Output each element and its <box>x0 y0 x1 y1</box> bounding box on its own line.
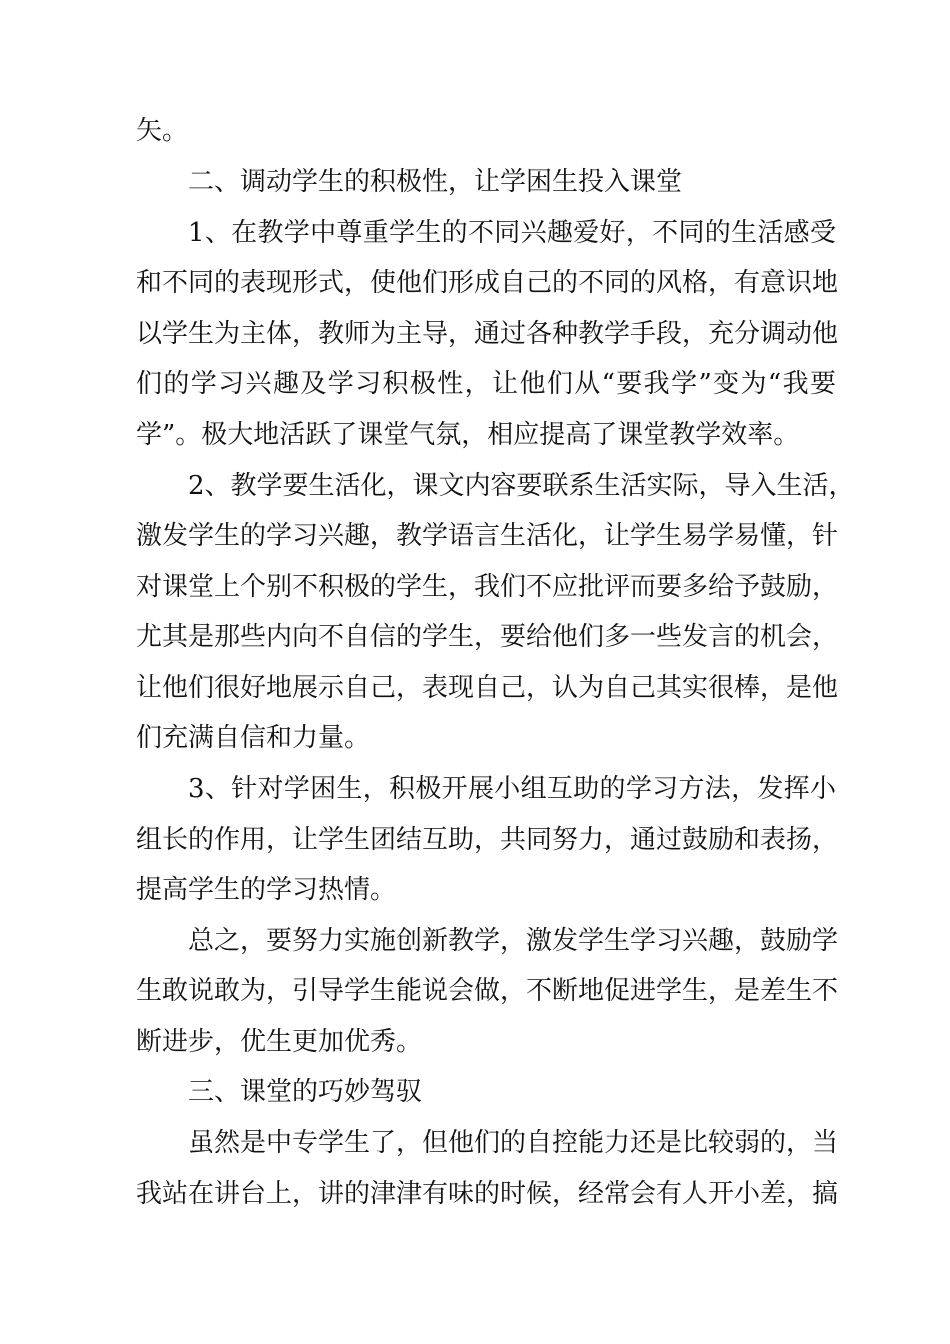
text-line-09: 激发学生的学习兴趣，教学语言生活化，让学生易学易懂，针 <box>136 521 839 551</box>
text-line-19: 断进步，优生更加优秀。 <box>136 1027 423 1057</box>
section-heading-3: 三、课堂的巧妙驾驭 <box>188 1077 423 1107</box>
text-line-10: 对课堂上个别不积极的学生，我们不应批评而要多给予鼓励， <box>136 572 839 602</box>
text-line-15: 组长的作用，让学生团结互助，共同努力，通过鼓励和表扬， <box>136 825 839 855</box>
text-line-07: 学”。极大地活跃了课堂气氛，相应提高了课堂教学效率。 <box>136 420 800 450</box>
text-line-21: 虽然是中专学生了，但他们的自控能力还是比较弱的，当 <box>188 1128 839 1158</box>
text-line-03: 1、在教学中尊重学生的不同兴趣爱好，不同的生活感受 <box>188 218 836 248</box>
section-heading-2: 二、调动学生的积极性，让学困生投入课堂 <box>188 167 683 197</box>
text-line-18: 生敢说敢为，引导学生能说会做，不断地促进学生，是差生不 <box>136 976 839 1006</box>
text-line-17: 总之，要努力实施创新教学，激发学生学习兴趣，鼓励学 <box>188 926 839 956</box>
text-line-13: 们充满自信和力量。 <box>136 723 371 753</box>
text-line-12: 让他们很好地展示自己，表现自己，认为自己其实很棒，是他 <box>136 673 839 703</box>
text-line-08: 2、教学要生活化，课文内容要联系生活实际，导入生活， <box>188 471 855 501</box>
text-line-11: 尤其是那些内向不自信的学生，要给他们多一些发言的机会， <box>136 622 839 652</box>
text-line-01: 矢。 <box>136 116 189 146</box>
text-line-22: 我站在讲台上，讲的津津有味的时候，经常会有人开小差，搞 <box>136 1179 839 1209</box>
text-line-05: 以学生为主体，教师为主导，通过各种教学手段，充分调动他 <box>136 319 839 349</box>
text-line-16: 提高学生的学习热情。 <box>136 875 397 905</box>
text-line-06: 们的学习兴趣及学习积极性，让他们从“要我学”变为“我要 <box>136 369 836 399</box>
text-line-14: 3、针对学困生，积极开展小组互助的学习方法，发挥小 <box>188 774 836 804</box>
text-line-04: 和不同的表现形式，使他们形成自己的不同的风格，有意识地 <box>136 268 839 298</box>
